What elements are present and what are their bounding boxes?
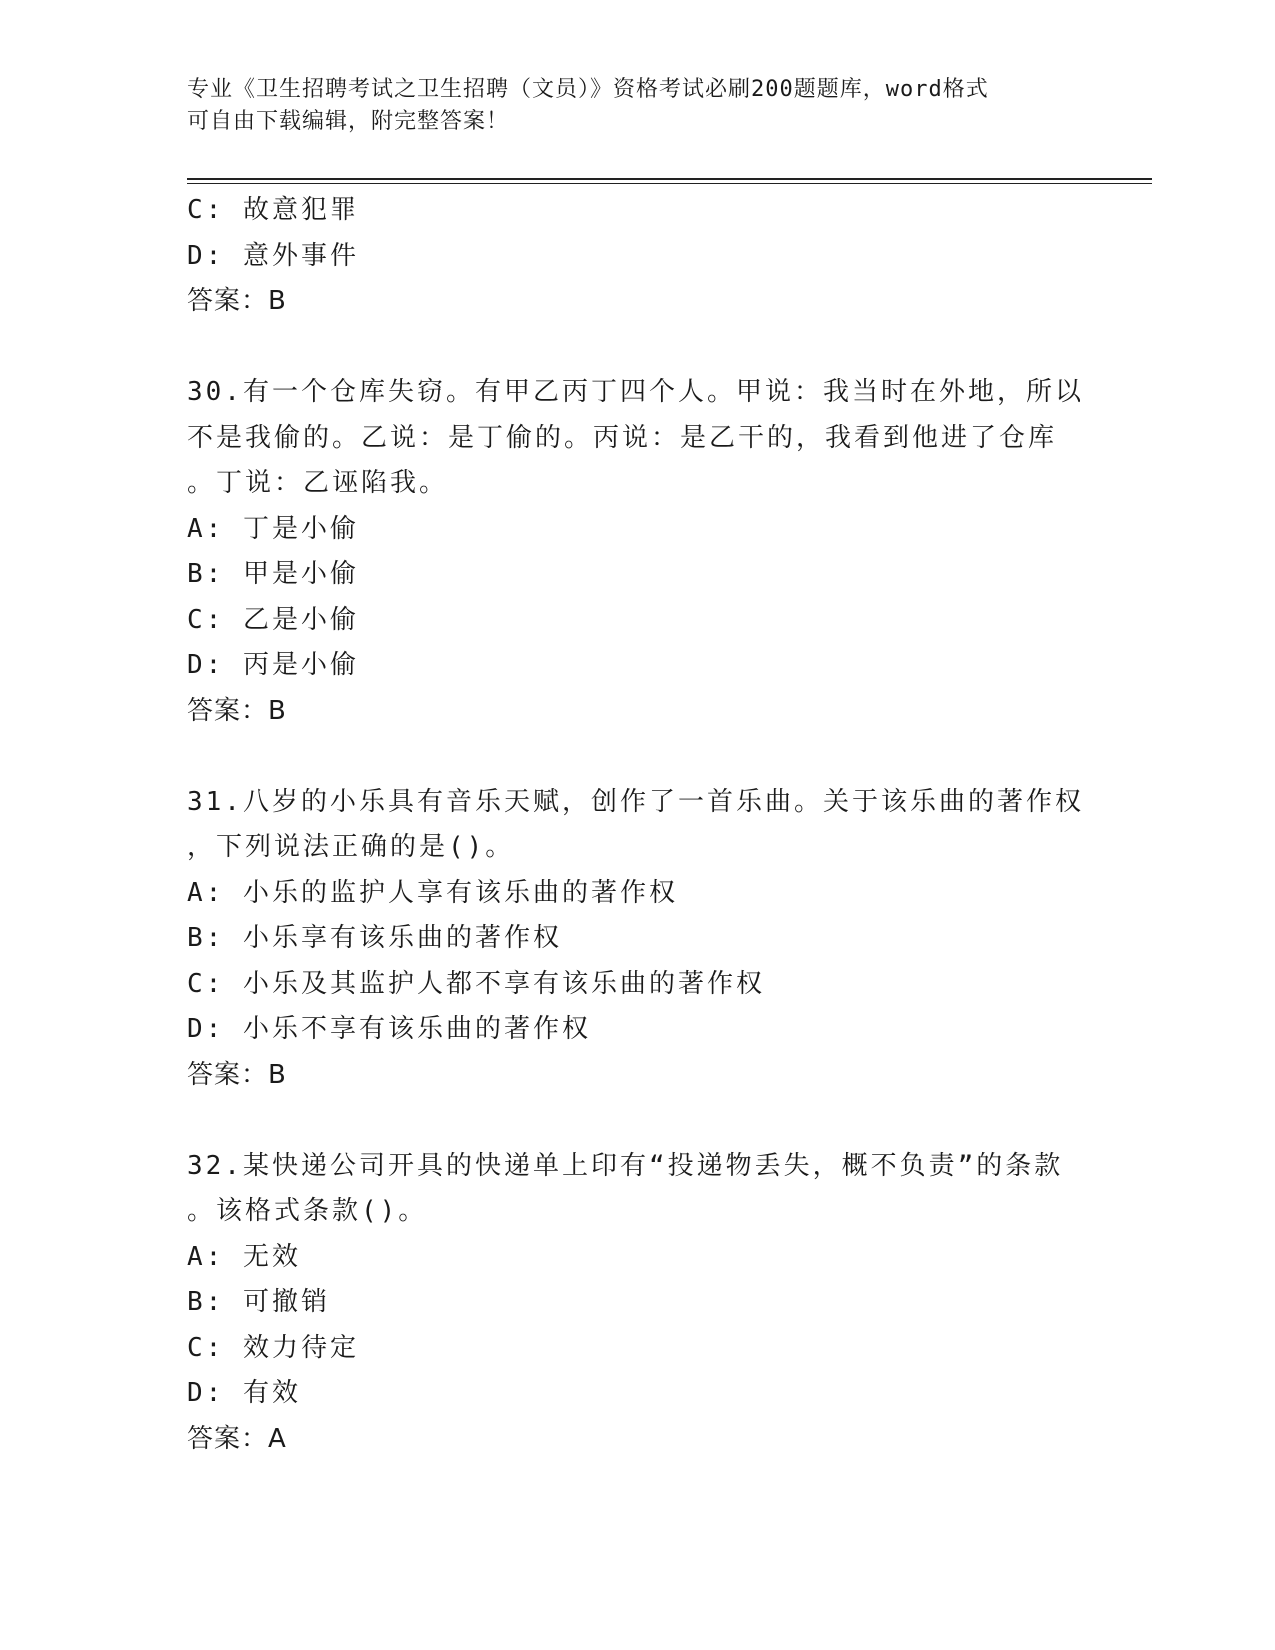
question-stem-line: 。丁说：乙诬陷我。 bbox=[187, 468, 449, 498]
header-title-line-2: 可自由下载编辑，附完整答案！ bbox=[187, 109, 510, 134]
question-30 bbox=[187, 370, 1087, 734]
question-31 bbox=[187, 780, 1087, 1099]
option-a: A: 小乐的监护人享有该乐曲的著作权 bbox=[187, 877, 678, 908]
option-a: A: 丁是小偷 bbox=[187, 513, 359, 544]
option-b: B: 可撤销 bbox=[187, 1287, 330, 1317]
answer-line: 答案：A bbox=[187, 1423, 287, 1454]
question-spacer bbox=[187, 734, 1087, 780]
option-b: B: 甲是小偷 bbox=[187, 559, 359, 589]
answer-line: 答案：B bbox=[187, 1059, 287, 1090]
option-c: C: 效力待定 bbox=[187, 1332, 359, 1363]
header-divider-thick bbox=[187, 178, 1152, 180]
header-divider-thin bbox=[187, 183, 1152, 184]
option-c: C: 故意犯罪 bbox=[187, 195, 359, 225]
option-b: B: 小乐享有该乐曲的著作权 bbox=[187, 923, 562, 953]
option-d: D: 意外事件 bbox=[187, 240, 359, 271]
option-d: D: 有效 bbox=[187, 1378, 301, 1408]
question-stem-line: 不是我偷的。乙说：是丁偷的。丙说：是乙干的，我看到他进了仓库 bbox=[187, 422, 1058, 453]
document-header bbox=[187, 74, 1087, 138]
question-32 bbox=[187, 1144, 1087, 1463]
option-d: D: 小乐不享有该乐曲的著作权 bbox=[187, 1014, 591, 1044]
question-stem-line: 32.某快递公司开具的快递单上印有“投递物丢失，概不负责”的条款 bbox=[187, 1150, 1064, 1181]
option-c: C: 小乐及其监护人都不享有该乐曲的著作权 bbox=[187, 968, 765, 999]
option-d: D: 丙是小偷 bbox=[187, 650, 359, 680]
option-a: A: 无效 bbox=[187, 1241, 301, 1272]
question-list bbox=[187, 188, 1087, 1462]
question-stem-line: 31.八岁的小乐具有音乐天赋，创作了一首乐曲。关于该乐曲的著作权 bbox=[187, 786, 1084, 817]
question-spacer bbox=[187, 1098, 1087, 1144]
option-c: C: 乙是小偷 bbox=[187, 604, 359, 635]
question-spacer bbox=[187, 325, 1087, 371]
question-29-tail bbox=[187, 188, 1087, 325]
question-stem-line: 30.有一个仓库失窃。有甲乙丙丁四个人。甲说：我当时在外地，所以 bbox=[187, 377, 1084, 407]
question-stem-line: ，下列说法正确的是()。 bbox=[187, 832, 515, 862]
answer-line: 答案：B bbox=[187, 286, 287, 316]
answer-line: 答案：B bbox=[187, 695, 287, 726]
question-stem-line: 。该格式条款()。 bbox=[187, 1196, 428, 1226]
header-title-line-1: 专业《卫生招聘考试之卫生招聘（文员）》资格考试必刷200题题库，word格式 bbox=[187, 77, 989, 102]
